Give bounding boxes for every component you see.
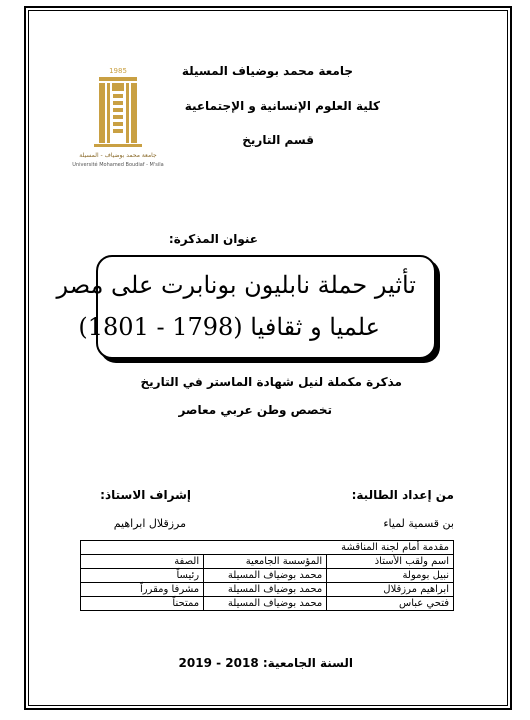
thesis-title-label: عنوان المذكرة:: [168, 232, 258, 246]
committee-caption: مقدمة أمام لجنة المناقشة: [81, 541, 454, 555]
member-name: ابراهيم مرزقلال: [327, 583, 454, 597]
logo-name-fr: Université Mohamed Boudiaf - M'sila: [72, 162, 164, 168]
member-role: مشرفا ومقرراً: [81, 583, 204, 597]
member-role: ممتحناً: [81, 597, 204, 611]
table-row: [81, 583, 454, 597]
thesis-title-line-1: تأثير حملة نابليون بونابرت على مصر: [56, 271, 416, 299]
committee-header-row: [81, 555, 454, 569]
logo-name-ar: جامعة محمد بوضياف - المسيلة: [79, 152, 157, 159]
supervision-label: إشراف الاستاذ:: [100, 488, 191, 502]
table-row: [81, 569, 454, 583]
thesis-subtitle: مذكرة مكملة لنيل شهادة الماستر في التاريخ: [140, 375, 402, 389]
committee-caption-row: [81, 541, 454, 555]
member-institution: محمد بوضياف المسيلة: [204, 583, 327, 597]
academic-year: السنة الجامعية: 2018 - 2019: [178, 656, 353, 670]
student-name: بن قسمية لمياء: [383, 517, 454, 530]
department-name: قسم التاريخ: [242, 133, 314, 147]
thesis-title-line-2: علميا و ثقافيا (1798 - 1801): [78, 313, 380, 341]
thesis-title-box: [56, 255, 436, 359]
thesis-specialty: تخصص وطن عربي معاصر: [178, 403, 332, 417]
supervisor-name: مرزقلال ابراهيم: [113, 517, 186, 530]
member-institution: محمد بوضياف المسيلة: [204, 597, 327, 611]
logo-year: 1985: [109, 67, 127, 75]
faculty-name: كلية العلوم الإنسانية و الإجتماعية: [184, 99, 380, 113]
university-logo: [58, 60, 178, 170]
university-logo-icon: [58, 60, 178, 170]
member-name: فتحي عباس: [327, 597, 454, 611]
member-name: نبيل بومولة: [327, 569, 454, 583]
header-role: الصفة: [81, 555, 204, 569]
header-name: اسم ولقب الأستاذ: [327, 555, 454, 569]
table-row: [81, 597, 454, 611]
header-institution: المؤسسة الجامعية: [204, 555, 327, 569]
member-role: رئيساً: [81, 569, 204, 583]
university-name: جامعة محمد بوضياف المسيلة: [181, 64, 353, 78]
committee-table: [80, 540, 454, 611]
prepared-by-label: من إعداد الطالبة:: [351, 488, 454, 502]
member-institution: محمد بوضياف المسيلة: [204, 569, 327, 583]
